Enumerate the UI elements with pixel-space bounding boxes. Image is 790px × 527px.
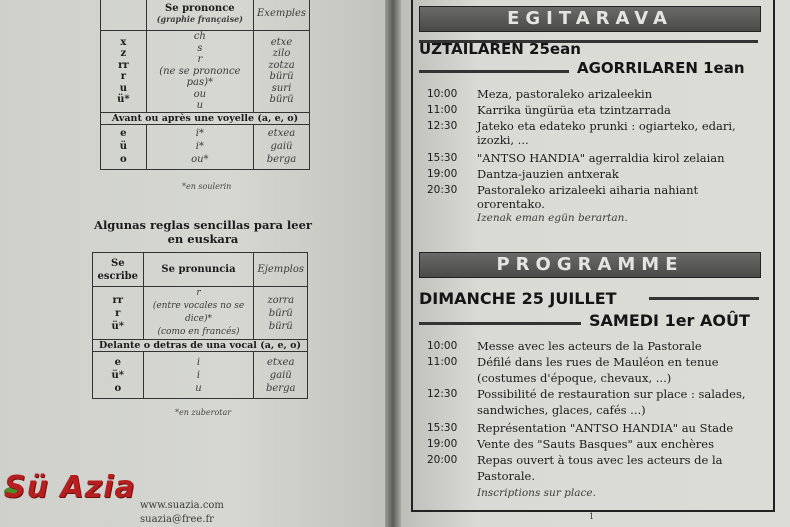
table2-header-pronuncia: Se pronuncia [143,253,254,287]
table2-header-se-escribe: Se escribe [93,253,144,287]
table-cell: u [119,82,127,94]
table-cell: rr [118,59,129,71]
table2-footnote: *en zuberotar [175,408,232,417]
table-cell: r [197,54,203,65]
table-cell: ü* [117,94,130,106]
date-basque-1: UZTAILAREN 25ean [419,40,581,58]
table-cell: zorra [267,294,295,306]
table-cell: ü [119,141,127,152]
su-azia-logo: Sü Azia [4,470,136,505]
pronunciation-table-french [100,0,310,170]
table-cell: i [196,369,201,381]
table1-footnote: *en soulerin [182,182,232,191]
book-spine [385,0,401,527]
table1-header-graphie: (graphie française) [156,13,243,24]
table-cell: etxea [266,356,295,368]
table-cell: gaiü [269,369,292,381]
table-cell: s [197,42,203,54]
table-cell: ü* [111,320,125,332]
table-cell: i* [195,141,204,152]
date-french-2: SAMEDI 1er AOÛT [589,311,750,330]
table1-header-examples: Exemples [254,0,310,31]
table-cell: i* [195,128,204,139]
programme-banner: PROGRAMME [419,252,761,278]
left-page [0,0,385,527]
table-cell: u [196,100,204,111]
table-cell: rr [112,294,124,306]
table-cell: etxea [267,128,296,139]
table-cell: z [120,48,127,60]
note-french: Inscriptions sur place. [477,487,596,499]
table-cell: ou [193,88,207,100]
page-number: 1 [589,512,595,521]
website-link: www.suazia.com [140,500,224,511]
program-frame: EGITARAVA UZTAILAREN 25ean AGORRILAREN 1ean 10:00 Meza, pastoraleko arizaleekin 11:00 Karrika üngürüa eta tzintzarrada 12:30 Jateko eta edateko prunki : ogiarteko, edari, izozki, ... 15:30 "ANTSO HANDIA" agerraldia kirol zelaian 19:00 Dantza-jauzien antxerak 20:30 Pastoraleko arizaleeki aiharia nahiant ororentako. Izenak eman egün berartan. PROGRAMME DIMANCHE 25 JUILLET SAMEDI 1er AOÛT 10:00 Messe avec les acteurs de la Pastorale 11:00 Défilé dans les rues de Mauléon en tenue (costumes d'époque, chevaux, ...) 12:30 Possibilité de restauration sur place : salades, sandwiches, glaces, cafés ...) 15:30 Représentation "ANTSO HANDIA" au Stade 19:00 Vente des "Sauts Basques" aux enchères 20:00 Repas ouvert à tous avec les acteurs de la Pastorale. Inscriptions sur place. [411,0,775,512]
table-cell: (como en francés) [157,327,240,337]
table1-header-pronounce: Se prononce [165,2,235,14]
date-basque-2: AGORRILAREN 1ean [577,59,745,77]
table-cell: etxe [270,36,293,48]
table-cell: r [196,288,201,298]
table-cell: r [120,71,126,83]
table-cell: bürü [269,94,294,106]
table-cell: berga [265,382,296,394]
rule [649,297,759,300]
table-cell: u [195,382,202,394]
table-cell: bürü [268,320,293,332]
table-cell: o [114,382,122,394]
table-cell: suri [271,82,292,94]
spanish-heading: Algunas reglas sencillas para leer en euskara [94,218,312,246]
note-basque: Izenak eman egün berartan. [477,212,628,224]
table-cell: e [120,128,127,139]
table-cell: bürü [269,71,294,83]
table-cell: zotza [268,59,295,71]
table-cell: ou* [191,154,209,165]
egitarava-banner: EGITARAVA [419,6,761,32]
table1-subheader: Avant ou après une voyelle (a, e, o) [101,112,310,124]
table-cell: i [196,356,201,368]
rule [419,322,581,325]
table-cell: o [120,154,127,165]
table2-subheader: Delante o detras de una vocal (a, e, o) [93,340,308,352]
rule [419,70,569,73]
table-cell: ch [193,31,206,42]
table-cell: zilo [272,48,291,60]
table-cell: (ne se prononce pas)* [159,65,241,88]
table2-header-ejemplos: Ejemplos [254,253,308,287]
table-cell: (entre vocales no se dice)* [152,301,245,324]
table-cell: berga [266,154,297,165]
date-french-1: DIMANCHE 25 JUILLET [419,289,617,308]
table-cell: ü* [111,369,125,381]
table-cell: e [114,356,121,368]
pronunciation-table-spanish [92,252,308,399]
table-cell: r [115,307,121,319]
table-cell: x [120,36,127,48]
table-cell: gaiü [270,141,293,152]
table-cell: bürü [268,307,293,319]
right-page [401,0,790,527]
email-address: suazia@free.fr [140,514,214,525]
